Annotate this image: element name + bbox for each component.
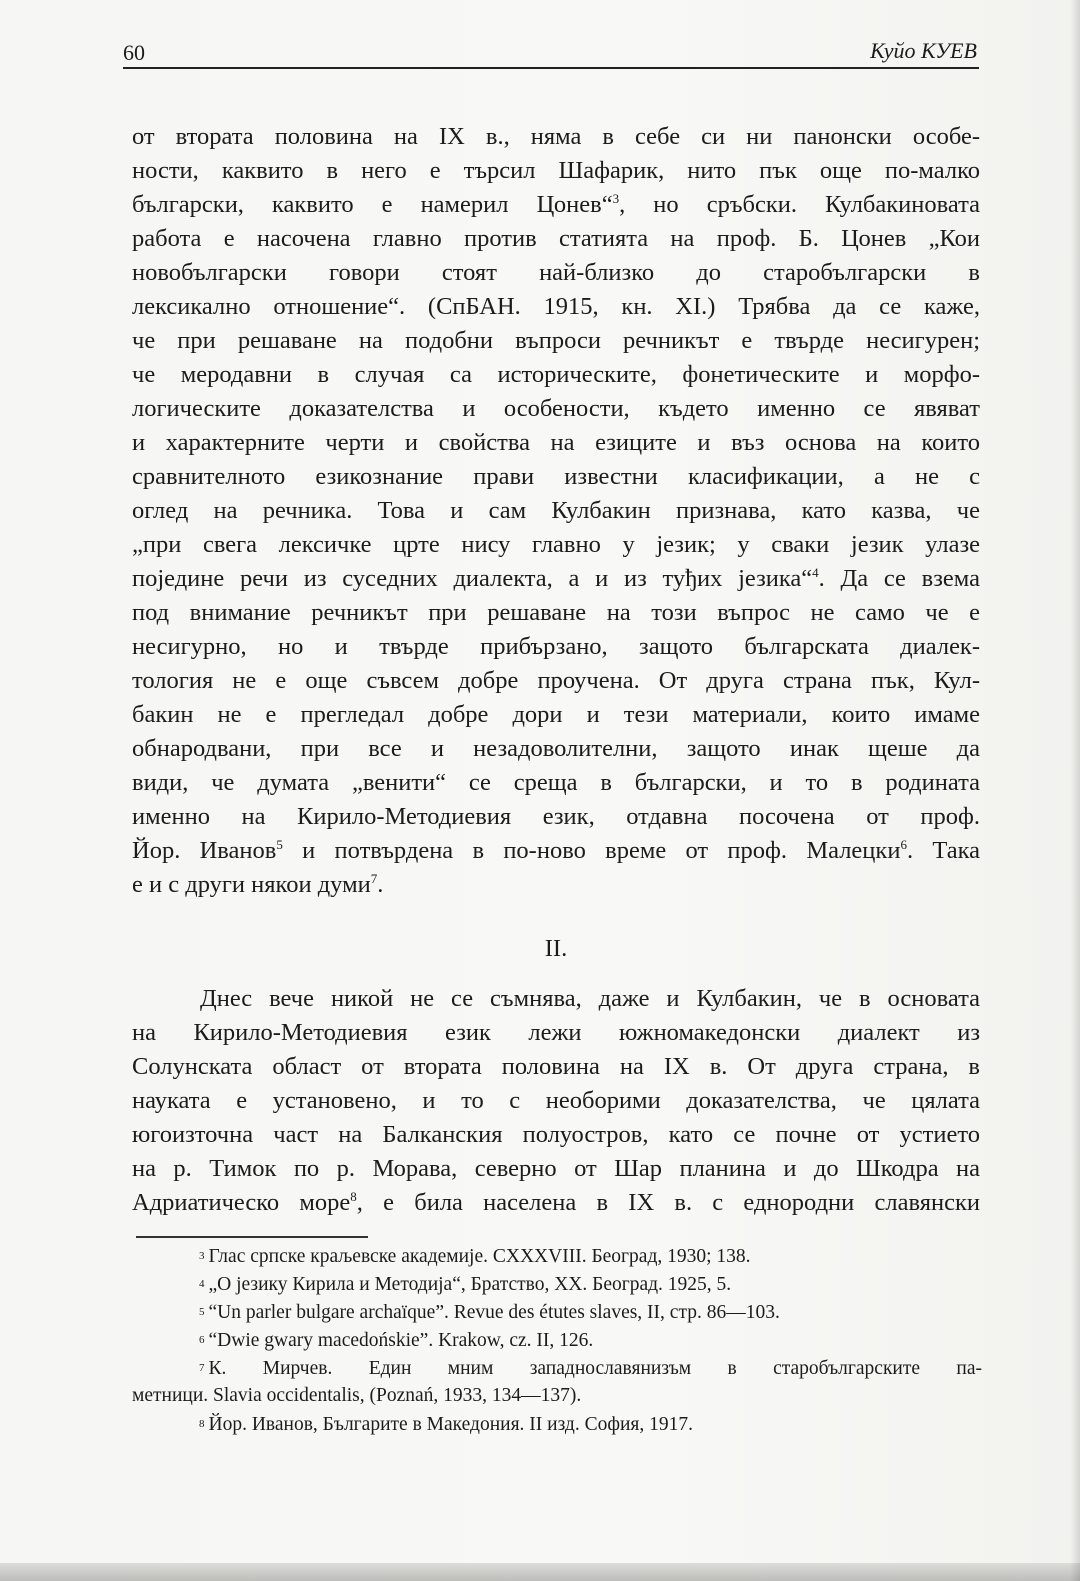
text-line: [132, 1186, 980, 1220]
footnote: [132, 1410, 982, 1438]
footnote-text: “Un parler bulgare archaïque”. Revue des étutes slaves, II, стр. 86—103.: [208, 1302, 780, 1323]
paragraph-1: [132, 120, 980, 902]
footnote-number: 8: [199, 1418, 205, 1430]
text-segment: Адриатическо море: [132, 1189, 351, 1216]
footnote: [132, 1326, 982, 1354]
text-line: логическите доказателства и особености, където именно се явяват: [132, 395, 980, 422]
text-line: [132, 868, 980, 902]
footnote-number: 5: [199, 1306, 205, 1318]
footnote-text: К. Мирчев. Един мним западнославянизъм в старобългарските па-: [208, 1358, 982, 1379]
footnote: [132, 1298, 982, 1326]
footnote-text: метници. Slavia occidentalis, (Poznań, 1933, 134—137).: [132, 1385, 582, 1406]
footnote-ref: 6: [900, 837, 907, 852]
page-bottom-edge: [0, 1563, 1080, 1581]
footnote-number: 3: [199, 1250, 205, 1262]
text-line: Днес вече никой не се съмнява, даже и Кулбакин, че в основата: [200, 985, 980, 1012]
footnote-rule: [136, 1236, 368, 1238]
header-rule: [123, 67, 979, 69]
text-line: обнародвани, при все и незадоволителни, защото инак щеше да: [132, 735, 980, 762]
footnote: [132, 1382, 982, 1410]
text-line: несигурно, но и твърде прибързано, защото българската диалек-: [132, 633, 980, 660]
text-line: от втората половина на IX в., няма в себе си ни панонски особе-: [132, 123, 980, 150]
text-line: работа е насочена главно против статията на проф. Б. Цонев „Кои: [132, 225, 980, 252]
text-line: че меродавни в случая са историческите, фонетическите и морфо-: [132, 361, 980, 388]
footnote-number: 6: [199, 1334, 205, 1346]
text-segment: . Така: [906, 837, 980, 864]
text-line: Солунската област от втората половина на IX в. От друга страна, в: [132, 1053, 980, 1080]
footnote-ref: 5: [276, 837, 283, 852]
text-segment: .: [377, 871, 384, 898]
footnote-ref: 8: [350, 1189, 357, 1204]
page-header: [123, 38, 981, 68]
text-line: сравнителното езикознание прави известни класификации, а не с: [132, 463, 980, 490]
text-segment: Йор. Иванов: [132, 837, 277, 864]
footnote-number: 4: [199, 1278, 205, 1290]
text-line: на р. Тимок по р. Морава, северно от Шар планина и до Шкодра на: [132, 1155, 980, 1182]
text-line: бакин не е прегледал добре дори и тези материали, които имаме: [132, 701, 980, 728]
page-number: 60: [123, 40, 145, 65]
text-line: [132, 188, 980, 222]
footnote-text: „О језику Кирила и Методија“, Братство, XX. Београд. 1925, 5.: [208, 1274, 732, 1295]
text-line: именно на Кирило-Методиевия език, отдавна посочена от проф.: [132, 803, 980, 830]
page-right-edge-shadow: [1070, 0, 1080, 1581]
text-segment: и потвърдена в по-ново време от проф. Малецки: [282, 837, 901, 864]
text-line: види, че думата „венити“ се среща в български, и то в родината: [132, 769, 980, 796]
text-segment: е и с други някои думи: [132, 871, 371, 898]
text-line: лексикално отношение“. (СпБАН. 1915, кн. XI.) Трябва да се каже,: [132, 293, 980, 320]
footnote-ref: 7: [370, 871, 378, 886]
text-line: ности, каквито в него е търсил Шафарик, нито пък още по-малко: [132, 157, 980, 184]
text-line: на Кирило-Методиевия език лежи южномакедонски диалект из: [132, 1019, 980, 1046]
text-line: [132, 562, 980, 596]
text-line: и характерните черти и свойства на езиците и въз основа на които: [132, 429, 980, 456]
footnote-number: 7: [199, 1362, 205, 1374]
footnote-text: Йор. Иванов, Българите в Македония. II изд. София, 1917.: [208, 1414, 694, 1435]
footnote-ref: 4: [812, 565, 819, 580]
text-line: че при решаване на подобни въпроси речникът е твърде несигурен;: [132, 327, 980, 354]
text-segment: , но сръбски. Кулбакиновата: [619, 191, 980, 218]
text-line: науката е установено, и то с необорими доказателства, че цялата: [132, 1087, 980, 1114]
text-line: „при свега лексичке црте нису главно у језик; у сваки језик улазе: [132, 531, 980, 558]
footnotes: [132, 1242, 982, 1438]
text-segment: поједине речи из суседних диалекта, а и из туђих језика“: [132, 565, 813, 592]
text-segment: български, каквито е намерил Цонев“: [132, 191, 613, 218]
footnote: [132, 1354, 982, 1382]
text-line: новобългарски говори стоят най-близко до старобългарски в: [132, 259, 980, 286]
text-line: под внимание речникът при решаване на този въпрос не само че е: [132, 599, 980, 626]
footnote-ref: 3: [612, 191, 620, 206]
text-line: тология не е още съвсем добре проучена. От друга страна пък, Кул-: [132, 667, 980, 694]
footnote: [132, 1270, 982, 1298]
text-line: оглед на речника. Това и сам Кулбакин признава, като казва, че: [132, 497, 980, 524]
section-heading: II.: [544, 935, 568, 962]
paragraph-2: [132, 982, 980, 1220]
running-head: Куйо КУЕВ: [870, 38, 977, 63]
text-segment: , е била населена в IX в. с еднородни славянски: [356, 1189, 980, 1216]
text-segment: . Да се взема: [818, 565, 980, 592]
text-line: югоизточна част на Балканския полуостров, като се почне от устието: [132, 1121, 980, 1148]
footnote-text: “Dwie gwary macedońskie”. Krakow, cz. II, 126.: [208, 1330, 594, 1351]
footnote-text: Глас српске краљевске академије. CXXXVIII. Београд, 1930; 138.: [208, 1246, 751, 1267]
footnote: [132, 1242, 982, 1270]
text-line: [132, 834, 980, 868]
